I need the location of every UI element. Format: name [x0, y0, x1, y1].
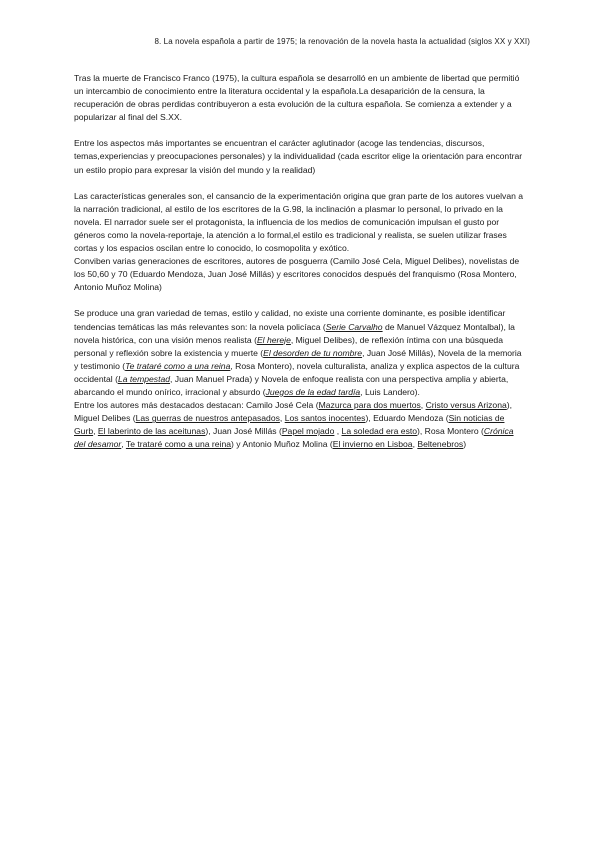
work-title-link[interactable]: Te trataré como a una reina: [125, 360, 231, 371]
text-segment: ), Eduardo Mendoza (: [365, 413, 449, 424]
text-segment: , Miguel Delibes), de reflexión íntima con una búsqueda personal y reflexión sobre la existencia y muerte (: [74, 334, 503, 358]
work-title-link[interactable]: Papel mojado: [281, 426, 335, 437]
work-title-link[interactable]: Juegos de la edad tardía: [265, 386, 361, 397]
document-body: [74, 72, 524, 451]
paragraph-aspects: Entre los aspectos más importantes se encuentran el carácter aglutinador (acoge las tendencias, discursos, temas,experiencias y preocupaciones personales) y la individualidad (cada escritor elige la orientación para encontrar un estilo propio para expresar la visión del mundo y la realidad): [74, 138, 523, 175]
text-segment: ) y Antonio Muñoz Molina (: [231, 439, 333, 450]
text-segment: , Juan Manuel Prada) y Novela de enfoque realista con una perspectiva amplia y abierta, abarcando el mundo onírico, irracional y absurdo (: [74, 373, 509, 397]
work-title-link[interactable]: Serie Carvalho: [325, 321, 383, 332]
work-title-link[interactable]: Sin noticias de Gurb: [74, 413, 505, 437]
work-title-link[interactable]: El invierno en Lisboa: [332, 439, 413, 450]
text-segment: ), Miguel Delibes (: [74, 400, 513, 424]
text-segment: , Luis Landero).: [360, 386, 420, 397]
work-title-link[interactable]: El hereje: [256, 334, 291, 345]
work-title-link[interactable]: El desorden de tu nombre: [263, 347, 363, 358]
text-segment: de Manuel Vázquez Montalbal), la novela histórica, con una visión menos realista (: [74, 321, 515, 345]
paragraph-intro: Tras la muerte de Francisco Franco (1975), la cultura española se desarrolló en un ambiente de libertad que permitió un intercambio de conocimiento entre la literatura occidental y la española.La desaparición de la censura, la recuperación de obras perdidas contribuyeron a esta evolución de la cultura española. Se comienza a extender y a popularizar al final del S.XX.: [74, 73, 520, 123]
text-segment: Entre los autores más destacados destacan: Camilo José Cela (: [74, 400, 319, 411]
text-segment: ,: [121, 439, 126, 450]
page-header: 8. La novela española a partir de 1975; la renovación de la novela hasta la actualidad (siglos XX y XXI): [154, 37, 530, 46]
work-title-link[interactable]: Crónica del desamor: [74, 426, 514, 450]
text-segment: ,: [279, 413, 285, 424]
paragraph-themes: [74, 307, 524, 399]
work-title-link[interactable]: Los santos inocentes: [284, 413, 366, 424]
text-segment: , Juan José Millás), Novela de la memoria y testimonio (: [74, 347, 522, 371]
text-segment: ,: [334, 426, 342, 437]
work-title-link[interactable]: La tempestad: [117, 373, 171, 384]
work-title-link[interactable]: El laberinto de las aceitunas: [97, 426, 206, 437]
work-title-link[interactable]: Mazurca para dos muertos: [318, 400, 421, 411]
text-segment: , Rosa Montero), novela culturalista, analiza y explica aspectos de la cultura occidental (: [74, 360, 520, 384]
text-segment: ), Rosa Montero (: [417, 426, 484, 437]
text-segment: Se produce una gran variedad de temas, estilo y calidad, no existe una corriente dominante, es posible identificar tendencias temáticas las más relevantes son: la novela policíaca (: [74, 308, 506, 332]
paragraph-generations: Conviben varias generaciones de escritores, autores de posguerra (Camilo José Cela, Miguel Delibes), novelistas de los 50,60 y 70 (Eduardo Mendoza, Juan José Millás) y escritores conocidos después del franquismo (Rosa Montero, Antonio Muñoz Molina): [74, 256, 520, 293]
work-title-link[interactable]: Cristo versus Arizona: [425, 400, 507, 411]
text-segment: ), Juan José Millás (: [205, 426, 282, 437]
paragraph-authors: [74, 399, 524, 451]
paragraph-characteristics: Las características generales son, el cansancio de la experimentación origina que gran parte de los autores vuelvan a la narración tradicional, al estilo de los escritores de la G.98, la inclinación a plasmar lo personal, lo privado en la novela. El narrador suele ser el protagonista, la influencia de los medios de comunicación impulsan el gusto por géneros como la novela-reportaje, la atención a lo formal,el estilo es tradicional y realista, se suelen utilizar frases cortas y los espacios oscilan entre lo conocido, lo cosmopolita y exótico.: [74, 190, 524, 254]
text-segment: ,: [412, 439, 418, 450]
text-segment: ,: [420, 400, 426, 411]
text-segment: ): [463, 439, 467, 450]
work-title-link[interactable]: La soledad era esto: [341, 426, 418, 437]
work-title-link[interactable]: Las guerras de nuestros antepasados: [135, 413, 280, 424]
text-segment: ,: [93, 426, 98, 437]
work-title-link[interactable]: Beltenebros: [417, 439, 464, 450]
work-title-link[interactable]: Te trataré como a una reina: [125, 439, 232, 450]
